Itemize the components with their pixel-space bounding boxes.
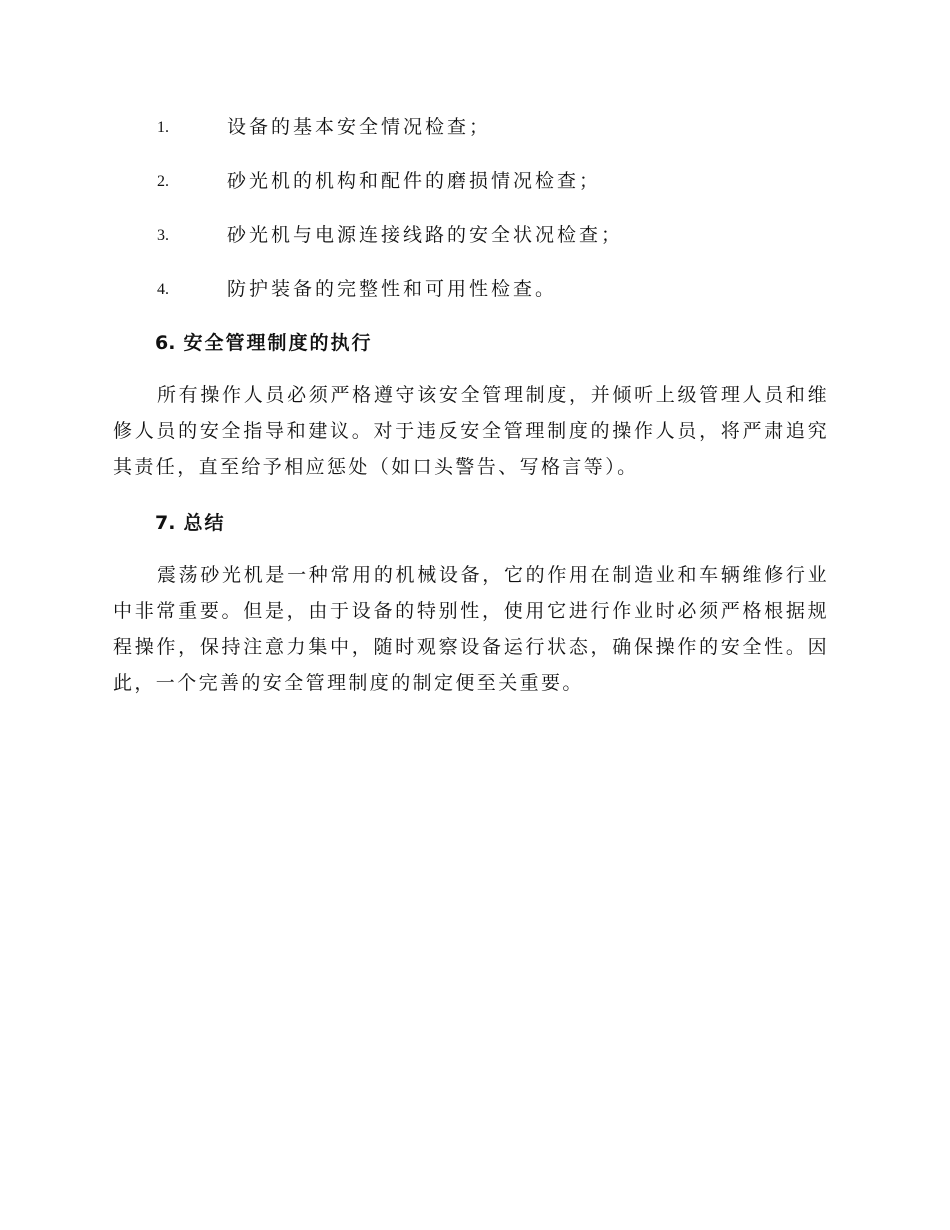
list-item [0, 220, 950, 252]
list-item-number: 1. [157, 119, 169, 136]
section-7-title: 总结 [183, 512, 226, 534]
list-item-text: 防护装备的完整性和可用性检查。 [227, 278, 558, 300]
list-item-text: 设备的基本安全情况检查； [227, 116, 492, 138]
section-6-heading [155, 328, 372, 358]
section-6-number: 6. [155, 332, 176, 354]
list-item [0, 166, 950, 198]
list-item-number: 4. [157, 281, 169, 298]
list-item [0, 274, 950, 306]
section-7-number: 7. [155, 512, 176, 534]
list-item-text: 砂光机与电源连接线路的安全状况检查； [227, 224, 624, 246]
section-7-paragraph: 震荡砂光机是一种常用的机械设备，它的作用在制造业和车辆维修行业中非常重要。但是，由于设备的特别性，使用它进行作业时必须严格根据规程操作，保持注意力集中，随时观察设备运行状态，确保操作的安全性。因此，一个完善的安全管理制度的制定便至关重要。 [113, 564, 829, 694]
list-item [0, 112, 950, 144]
list-item-number: 3. [157, 227, 169, 244]
section-6-title: 安全管理制度的执行 [183, 332, 373, 354]
list-item-text: 砂光机的机构和配件的磨损情况检查； [227, 170, 602, 192]
section-7-heading [155, 508, 225, 538]
list-item-number: 2. [157, 173, 169, 190]
section-6-paragraph: 所有操作人员必须严格遵守该安全管理制度，并倾听上级管理人员和维修人员的安全指导和建议。对于违反安全管理制度的操作人员，将严肃追究其责任，直至给予相应惩处（如口头警告、写格言等）。 [113, 384, 829, 478]
